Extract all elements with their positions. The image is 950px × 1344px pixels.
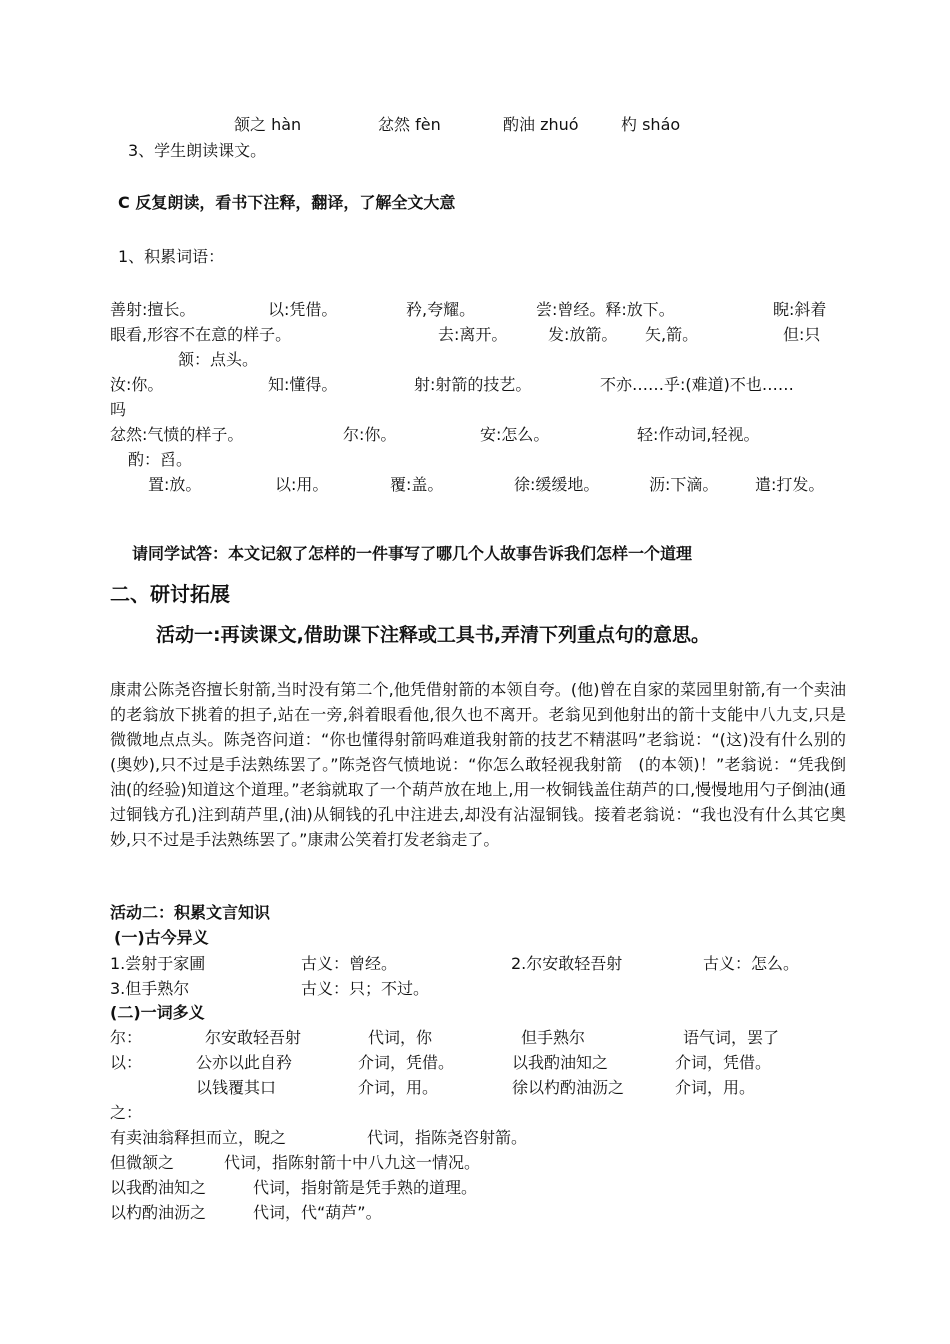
example-sentence: 以钱覆其口 [196, 1078, 277, 1097]
vocab-item: 知:懂得。 [268, 375, 338, 394]
vocab-item: 去:离开。 [438, 325, 508, 344]
activity-1-heading: 活动一:再读课文,借助课下注释或工具书,弄清下列重点句的意思。 [156, 624, 711, 646]
example-meaning: 语气词，罢了 [683, 1028, 780, 1047]
vocab-item: 轻:作动词,轻视。 [637, 425, 760, 444]
example-sentence: 有卖油翁释担而立，睨之 [110, 1128, 287, 1147]
example-meaning: 代词，指射箭是凭手熟的道理。 [253, 1178, 478, 1197]
discussion-question: 请同学试答：本文记叙了怎样的一件事写了哪几个人故事告诉我们怎样一个道理 [132, 544, 693, 563]
example-meaning: 代词，代“葫芦”。 [253, 1203, 382, 1222]
example-sentence: 以我酌油知之 [512, 1053, 609, 1072]
pinyin-zhuo: 酌油 zhuó [503, 115, 579, 134]
pinyin-shao: 杓 sháo [621, 115, 681, 134]
vocab-item: 尝:曾经。释:放下。 [536, 300, 675, 319]
word-er: 尔： [110, 1028, 143, 1047]
vocab-item: 睨:斜着 [773, 300, 827, 319]
example-meaning: 介词，用。 [675, 1078, 756, 1097]
vocab-item: 矢,箭。 [645, 325, 699, 344]
ancient-item: 3.但手熟尔 [110, 979, 190, 998]
vocab-item: 酌：舀。 [128, 450, 193, 469]
vocab-item: 忿然:气愤的样子。 [110, 425, 244, 444]
ancient-meaning: 古义：只；不过。 [301, 979, 430, 998]
example-meaning: 代词，指陈射箭十中八九这一情况。 [224, 1153, 481, 1172]
example-meaning: 介词，用。 [358, 1078, 439, 1097]
example-sentence: 但手熟尔 [521, 1028, 586, 1047]
vocab-title: 1、积累词语： [118, 247, 225, 266]
step-3-read-aloud: 3、学生朗读课文。 [128, 141, 267, 160]
vocab-item: 汝:你。 [110, 375, 164, 394]
vocab-item: 矜,夸耀。 [406, 300, 476, 319]
ancient-item: 1.尝射于家圃 [110, 954, 206, 973]
word-zhi: 之： [110, 1103, 143, 1122]
example-sentence: 以我酌油知之 [110, 1178, 207, 1197]
vocab-item: 发:放箭。 [548, 325, 618, 344]
vocab-item: 尔:你。 [343, 425, 397, 444]
example-meaning: 代词，你 [368, 1028, 433, 1047]
activity-2-heading: 活动二：积累文言知识 [110, 903, 271, 922]
vocab-item: 以:凭借。 [268, 300, 338, 319]
vocab-item: 安:怎么。 [480, 425, 550, 444]
vocab-item: 沥:下滴。 [649, 475, 719, 494]
example-sentence: 公亦以此自矜 [196, 1053, 293, 1072]
word-yi: 以： [110, 1053, 143, 1072]
vocab-item: 颔：点头。 [178, 350, 259, 369]
vocab-item: 吗 [110, 400, 127, 419]
example-meaning: 介词，凭借。 [675, 1053, 772, 1072]
example-sentence: 以杓酌油沥之 [110, 1203, 207, 1222]
vocab-item: 眼看,形容不在意的样子。 [110, 325, 292, 344]
vocab-item: 覆:盖。 [390, 475, 444, 494]
example-sentence: 但微颔之 [110, 1153, 175, 1172]
ancient-item: 2.尔安敢轻吾射 [511, 954, 623, 973]
vocab-item: 徐:缓缓地。 [514, 475, 600, 494]
section-2-heading: 二、研讨拓展 [110, 582, 230, 606]
example-sentence: 徐以杓酌油沥之 [512, 1078, 625, 1097]
section-c-heading: C 反复朗读，看书下注释，翻译，了解全文大意 [118, 193, 456, 212]
example-meaning: 代词，指陈尧咨射箭。 [367, 1128, 528, 1147]
translation-paragraph: 康肃公陈尧咨擅长射箭,当时没有第二个,他凭借射箭的本领自夸。(他)曾在自家的菜园里射箭,有一个卖油的老翁放下挑着的担子,站在一旁,斜着眼看他,很久也不离开。老翁见到他射出的箭十支能中八九支,只是微微地点点头。陈尧咨问道：“你也懂得射箭吗难道我射箭的技艺不精湛吗”老翁说：“(这)没有什么别的(奥妙),只不过是手法熟练罢了。”陈尧咨气愤地说：“你怎么敢轻视我射箭 (的本领)！”老翁说：“凭我倒油(的经验)知道这个道理。”老翁就取了一个葫芦放在地上,用一枚铜钱盖住葫芦的口,慢慢地用勺子倒油(通过铜钱方孔)注到葫芦里,(油)从铜钱的孔中注进去,却没有沾湿铜钱。接着老翁说：“我也没有什么其它奥妙,只不过是手法熟练罢了。”康肃公笑着打发老翁走了。 [110, 680, 846, 849]
pinyin-han: 颔之 hàn [234, 115, 302, 134]
pinyin-fen: 忿然 fèn [378, 115, 441, 134]
polysemy-title: (二)一词多义 [110, 1003, 205, 1022]
ancient-modern-title: (一)古今异义 [114, 928, 209, 947]
vocab-item: 置:放。 [148, 475, 202, 494]
vocab-item: 遣:打发。 [755, 475, 825, 494]
vocab-item: 射:射箭的技艺。 [414, 375, 532, 394]
ancient-meaning: 古义：怎么。 [703, 954, 800, 973]
example-meaning: 介词，凭借。 [358, 1053, 455, 1072]
vocab-item: 但:只 [783, 325, 821, 344]
vocab-item: 善射:擅长。 [110, 300, 196, 319]
example-sentence: 尔安敢轻吾射 [205, 1028, 302, 1047]
vocab-item: 不亦……乎:(难道)不也…… [600, 375, 794, 394]
ancient-meaning: 古义：曾经。 [301, 954, 398, 973]
vocab-item: 以:用。 [275, 475, 329, 494]
